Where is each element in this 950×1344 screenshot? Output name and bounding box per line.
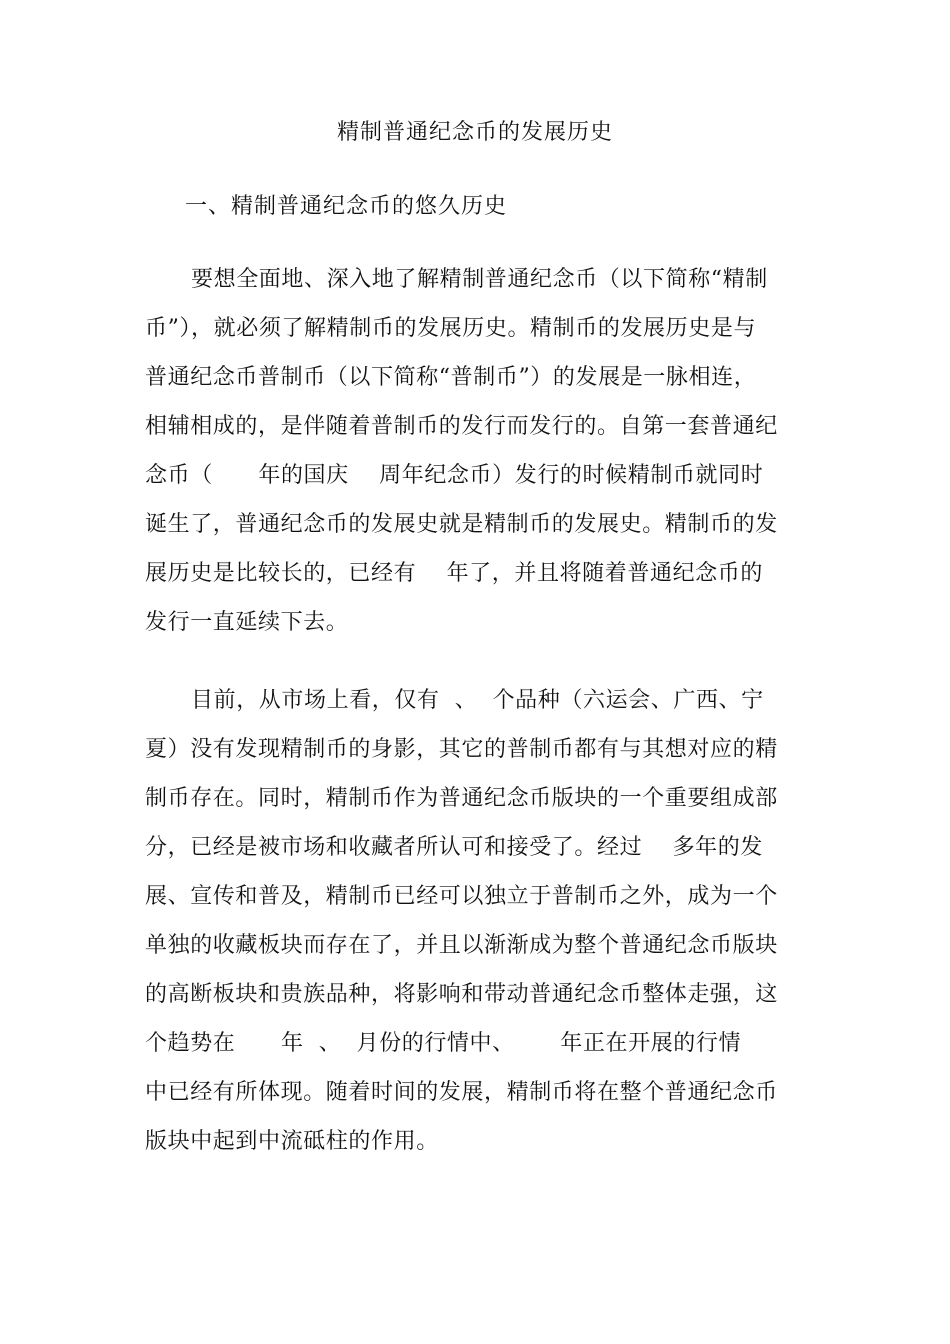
paragraph-line: 版块中起到中流砥柱的作用。 [145,1129,439,1154]
paragraph-line: 诞生了，普通纪念币的发展史就是精制币的发展史。精制币的发 [145,512,778,537]
paragraph-1 [145,262,815,654]
paragraph-line: 币”），就必须了解精制币的发展历史。精制币的发展历史是与 [145,316,757,341]
section-heading: 一、精制普通纪念币的悠久历史 [185,194,508,219]
paragraph-line: 展历史是比较长的，已经有 年了，并且将随着普通纪念币的 [145,561,763,586]
paragraph-line: 个趋势在 年 、 月份的行情中、 年正在开展的行情 [145,1031,742,1056]
paragraph-line: 发行一直延续下去。 [145,610,349,635]
paragraph-line: 普通纪念币普制币（以下简称“普制币”）的发展是一脉相连， [145,365,757,390]
paragraph-line: 夏）没有发现精制币的身影，其它的普制币都有与其想对应的精 [145,737,778,762]
paragraph-line: 分，已经是被市场和收藏者所认可和接受了。经过 多年的发 [145,835,763,860]
paragraph-line: 的高断板块和贵族品种，将影响和带动普通纪念币整体走强，这 [145,982,778,1007]
paragraph-line: 展、宣传和普及，精制币已经可以独立于普制币之外，成为一个 [145,884,778,909]
paragraph-line: 念币（ 年的国庆 周年纪念币）发行的时候精制币就同时 [145,463,764,488]
paragraph-line: 单独的收藏板块而存在了，并且以渐渐成为整个普通纪念币版块 [145,933,778,958]
paragraph-2 [145,683,815,1173]
paragraph-line: 制币存在。同时，精制币作为普通纪念币版块的一个重要组成部 [145,786,778,811]
paragraph-line: 目前，从市场上看，仅有 、 个品种（六运会、广西、宁 [191,688,764,713]
paragraph-line: 要想全面地、深入地了解精制普通纪念币（以下简称“精制 [191,267,768,292]
document-title: 精制普通纪念币的发展历史 [336,120,613,145]
paragraph-line: 相辅相成的，是伴随着普制币的发行而发行的。自第一套普通纪 [145,414,778,439]
paragraph-line: 中已经有所体现。随着时间的发展，精制币将在整个普通纪念币 [145,1080,778,1105]
